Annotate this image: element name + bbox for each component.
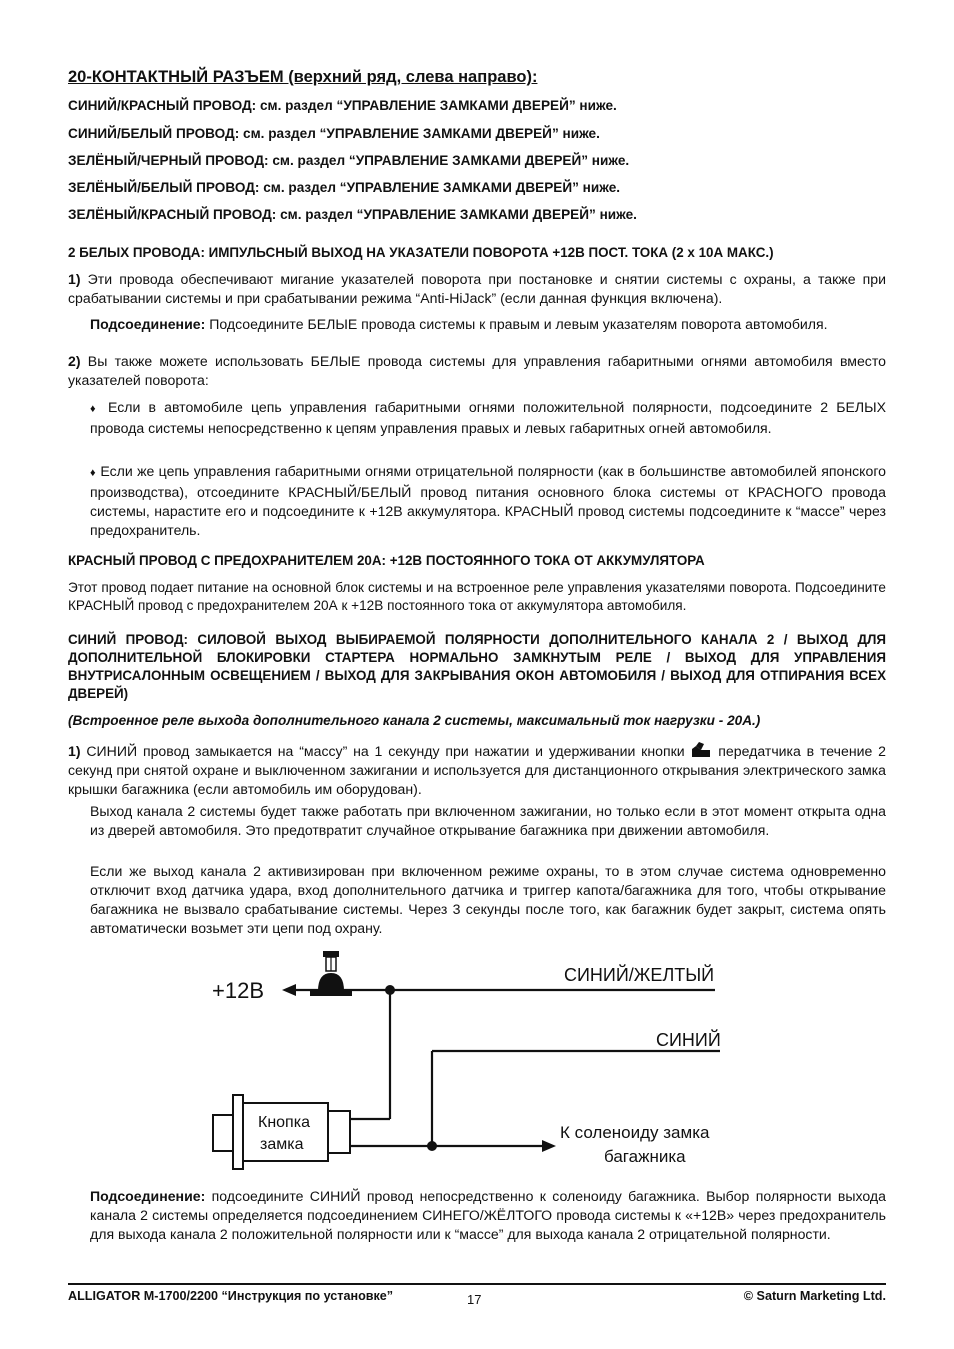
solenoid-label: К соленоиду замка bbox=[560, 1123, 710, 1142]
bullet-item: ♦ Если в автомобиле цепь управления габаритными огнями положительной полярности, подсоедините 2 БЕЛЫХ провода системы непосредственно к цепям управления правых и левых габаритных огней автомобиля. bbox=[90, 399, 886, 436]
wire-label: ЗЕЛЁНЫЙ/ЧЕРНЫЙ ПРОВОД: bbox=[68, 153, 269, 168]
bullet-item: ♦ Если же цепь управления габаритными огнями отрицательной полярности (как в большинстве автомобилей японского производства), отсоедините КРАСНЫЙ/БЕЛЫЙ провод питания основного блока системы от КРАСНОГО провода системы, нарастите его и подсоедините к +12В аккумулятора. КРАСНЫЙ провод системы подсоедините к “массе” через предохранитель. bbox=[90, 463, 886, 538]
blue-wire-paragraph-3: Если же выход канала 2 активизирован при включенном режиме охраны, то в этом случае система одновременно отключит вход датчика удара, вход дополнительного датчика и триггер капота/багажника для того, чтобы открывание багажника не вызвало срабатывание системы. Через 3 секунды после того, как багажник будет закрыт, система опять автоматически возьмет эти цепи под охрану. bbox=[90, 863, 886, 936]
wire-label: ЗЕЛЁНЫЙ/БЕЛЫЙ ПРОВОД: bbox=[68, 180, 260, 195]
wire-line: СИНИЙ/БЕЛЫЙ ПРОВОД: см. раздел “УПРАВЛЕНИЕ ЗАМКАМИ ДВЕРЕЙ” ниже. bbox=[68, 126, 600, 141]
blue-wire-heading: СИНИЙ ПРОВОД: СИЛОВОЙ ВЫХОД ВЫБИРАЕМОЙ ПОЛЯРНОСТИ ДОПОЛНИТЕЛЬНОГО КАНАЛА 2 / ВЫХОД ДЛЯ ДОПОЛНИТЕЛЬНОЙ БЛОКИРОВКИ СТАРТЕРА НОРМАЛЬНО ЗАМКНУТЫМ РЕЛЕ / ВЫХОД ДЛЯ УПРАВЛЕНИЯ ВНУТРИСАЛОННЫМ ОСВЕЩЕНИЕМ / ВЫХОД ДЛЯ ЗАКРЫВАНИЯ ОКОН АВТОМОБИЛЯ / ВЫХОД ДЛЯ ОТПИРАНИЯ ВСЕХ ДВЕРЕЙ) bbox=[68, 632, 886, 701]
junction-dot bbox=[427, 1141, 437, 1151]
wiring-diagram bbox=[200, 945, 760, 1175]
wire-label: СИНИЙ/КРАСНЫЙ ПРОВОД: bbox=[68, 98, 257, 113]
blue-wire-paragraph-2: Выход канала 2 системы будет также работать при включенном зажигании, но только если в этот момент открыта одна из дверей автомобиля. Это предотвратит случайное открывание багажника при движении автомобиля. bbox=[90, 803, 886, 838]
junction-dot bbox=[385, 985, 395, 995]
blue-yellow-label: СИНИЙ/ЖЕЛТЫЙ bbox=[564, 965, 715, 985]
arrow-left-icon bbox=[282, 984, 296, 996]
button-label: замка bbox=[260, 1136, 304, 1153]
blue-label: СИНИЙ bbox=[656, 1030, 721, 1050]
footer-title: ALLIGATOR M-1700/2200 “Инструкция по установке” bbox=[68, 1289, 394, 1303]
arrow-right-icon bbox=[542, 1140, 556, 1152]
wire-line: ЗЕЛЁНЫЙ/ЧЕРНЫЙ ПРОВОД: см. раздел “УПРАВЛЕНИЕ ЗАМКАМИ ДВЕРЕЙ” ниже. bbox=[68, 153, 630, 168]
white-wires-paragraph-1: 1) Эти провода обеспечивают мигание указателей поворота при постановке и снятии системы с охраны, а также при срабатывании системы и при срабатывании режима “Anti-HiJack” (если данная функция включена). bbox=[68, 271, 886, 306]
wire-line: ЗЕЛЁНЫЙ/БЕЛЫЙ ПРОВОД: см. раздел “УПРАВЛЕНИЕ ЗАМКАМИ ДВЕРЕЙ” ниже. bbox=[68, 180, 621, 195]
bullet-icon: ♦ bbox=[90, 467, 97, 479]
white-wires-connection: Подсоединение: Подсоедините БЕЛЫЕ провода системы к правым и левым указателям поворота автомобиля. bbox=[90, 316, 828, 332]
lock-button-icon bbox=[213, 1095, 350, 1169]
trunk-button-icon bbox=[690, 741, 712, 759]
blue-wire-connection: Подсоединение: подсоедините СИНИЙ провод непосредственно к соленоиду багажника. Выбор полярности выхода канала 2 системы определяется подсоединением СИНЕГО/ЖЁЛТОГО провода системы к «+12В» через предохранитель для выхода канала 2 положительной полярности или к “массе” для выхода канала 2 отрицательной полярности. bbox=[90, 1188, 886, 1242]
wire-line: СИНИЙ/КРАСНЫЙ ПРОВОД: см. раздел “УПРАВЛЕНИЕ ЗАМКАМИ ДВЕРЕЙ” ниже. bbox=[68, 98, 617, 113]
wire-label: ЗЕЛЁНЫЙ/КРАСНЫЙ ПРОВОД: bbox=[68, 207, 277, 222]
bullet-icon: ♦ bbox=[90, 403, 100, 415]
blue-wire-note: (Встроенное реле выхода дополнительного канала 2 системы, максимальный ток нагрузки - 20А.) bbox=[68, 713, 761, 728]
white-wires-heading: 2 БЕЛЫХ ПРОВОДА: ИМПУЛЬСНЫЙ ВЫХОД НА УКАЗАТЕЛИ ПОВОРОТА +12В ПОСТ. ТОКА (2 х 10А МАКС.) bbox=[68, 245, 774, 260]
solenoid-label: багажника bbox=[604, 1147, 686, 1166]
wire-label: СИНИЙ/БЕЛЫЙ ПРОВОД: bbox=[68, 126, 240, 141]
footer-copyright: © Saturn Marketing Ltd. bbox=[743, 1289, 886, 1303]
page-number: 17 bbox=[467, 1292, 482, 1307]
white-wires-paragraph-2: 2) Вы также можете использовать БЕЛЫЕ провода системы для управления габаритными огнями автомобиля вместо указателей поворота: bbox=[68, 353, 886, 388]
wire-line: ЗЕЛЁНЫЙ/КРАСНЫЙ ПРОВОД: см. раздел “УПРАВЛЕНИЕ ЗАМКАМИ ДВЕРЕЙ” ниже. bbox=[68, 207, 637, 222]
connector-heading: 20-КОНТАКТНЫЙ РАЗЪЕМ (верхний ряд, слева направо): bbox=[68, 68, 538, 86]
red-wire-paragraph: Этот провод подает питание на основной блок системы и на встроенное реле управления указателями поворота. Подсоедините КРАСНЫЙ провод с предохранителем 20А к +12В постоянного тока от аккумулятора автомобиля. bbox=[68, 580, 886, 613]
button-label: Кнопка bbox=[258, 1114, 310, 1131]
blue-wire-paragraph-1: 1) СИНИЙ провод замыкается на “массу” на 1 секунду при нажатии и удерживании кнопки передатчика в течение 2 секунд при снятой охране и выключенном зажигании и используется для дистанционного открывания электрического замка крышки багажника (если автомобиль им оборудован). bbox=[68, 743, 887, 797]
footer-divider bbox=[68, 1283, 886, 1285]
red-wire-heading: КРАСНЫЙ ПРОВОД С ПРЕДОХРАНИТЕЛЕМ 20А: +12В ПОСТОЯННОГО ТОКА ОТ АККУМУЛЯТОРА bbox=[68, 553, 705, 568]
plus12-label: +12В bbox=[212, 978, 264, 1003]
